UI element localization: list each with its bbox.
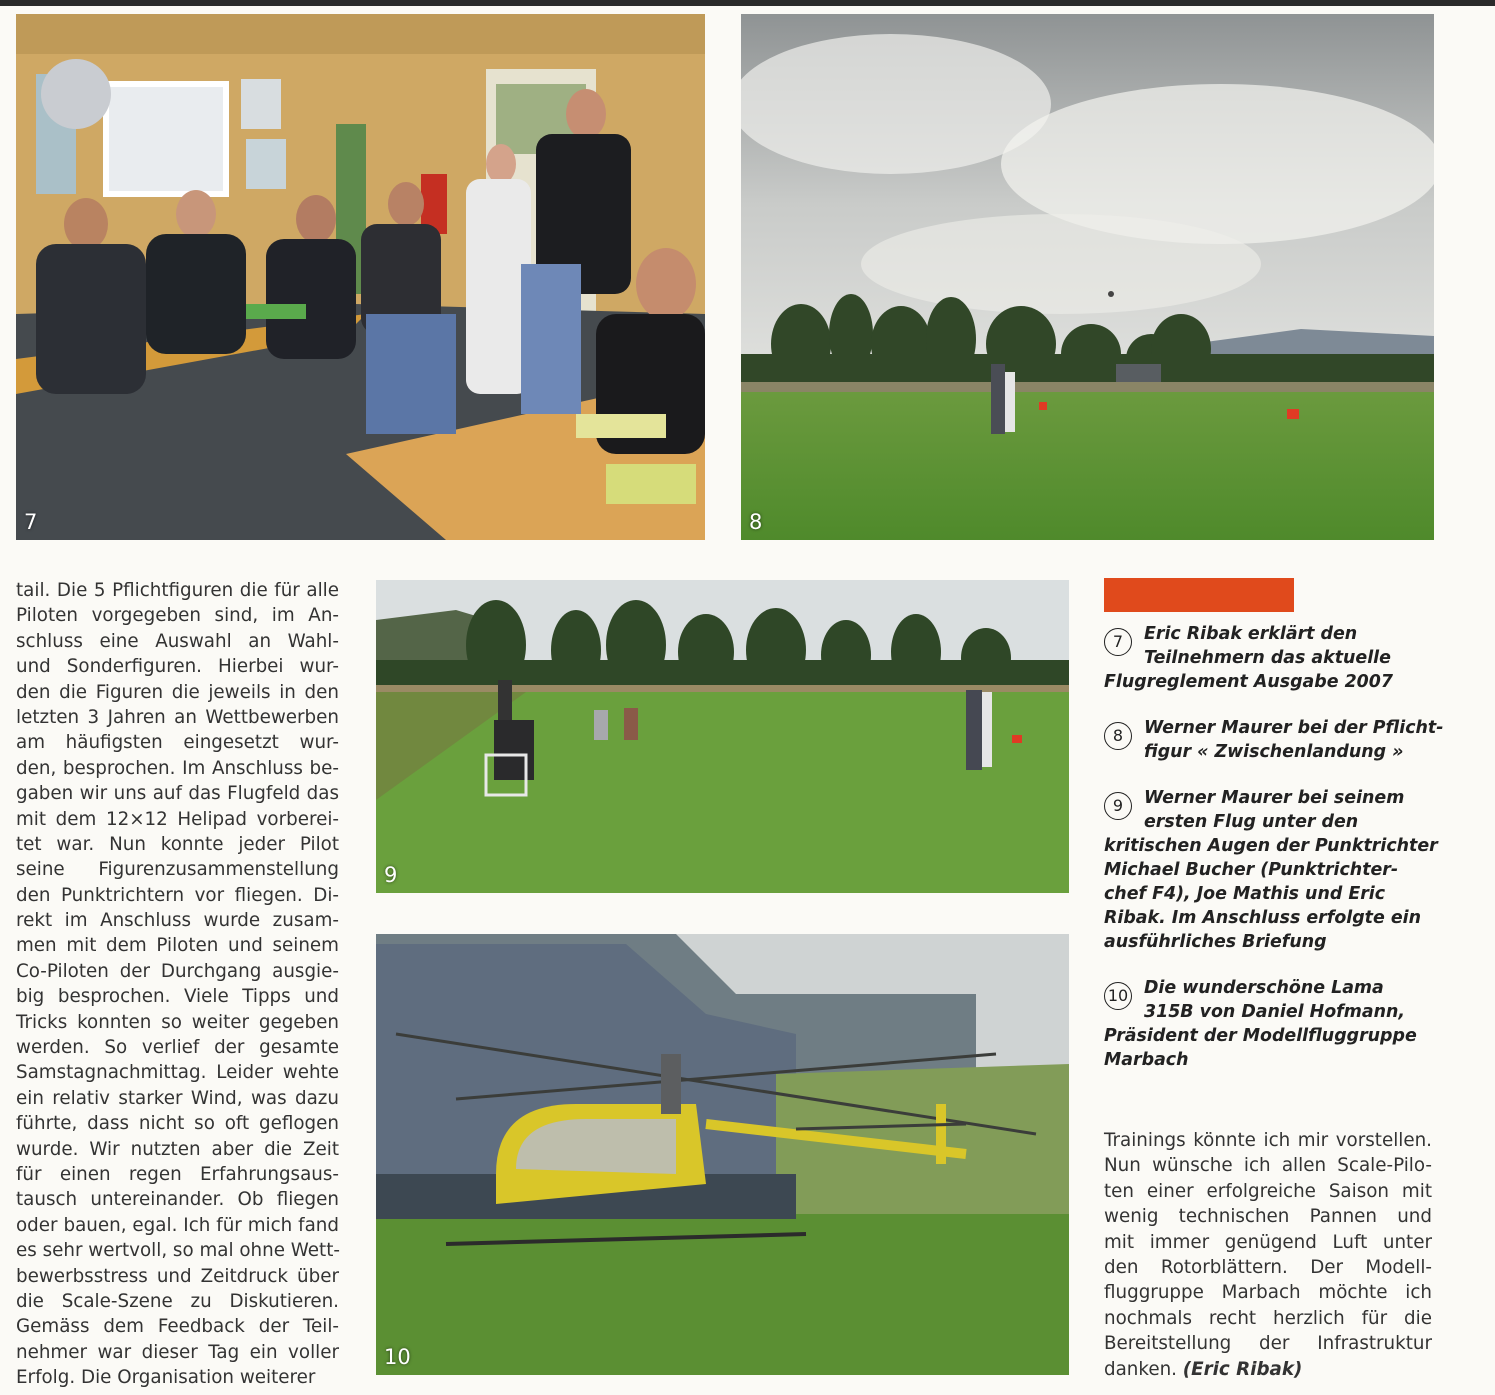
caption-9 [1104, 786, 1444, 954]
article-line: wurde. Wir nutzten aber die Zeit [16, 1138, 339, 1160]
photo-8-number: 8 [749, 510, 763, 534]
caption-8 [1104, 716, 1444, 764]
article-line: es sehr wertvoll, so mal ohne Wett- [16, 1240, 340, 1262]
article-line: wenig technischen Pannen und [1104, 1206, 1432, 1228]
article-line: den die Figuren die jeweils in den [16, 681, 339, 703]
article-line: men mit dem Piloten und seinem [16, 935, 339, 957]
photo-9-number: 9 [384, 863, 398, 887]
article-line: schluss eine Auswahl an Wahl- [16, 630, 339, 652]
accent-bar [1104, 578, 1294, 612]
article-line: bewerbsstress und Zeitdruck über [16, 1265, 339, 1287]
article-line: Tricks konnten so weiter gegeben [16, 1011, 339, 1033]
photo-7-number: 7 [24, 510, 38, 534]
article-line: ten einer erfolgreiche Saison mit [1104, 1180, 1432, 1202]
caption-line: Eric Ribak erklärt den [1144, 624, 1358, 644]
caption-line: Werner Maurer bei seinem [1144, 788, 1405, 808]
caption-line: ersten Flug unter den [1144, 812, 1359, 832]
article-line: Co-Piloten der Durchgang ausgie- [16, 960, 339, 982]
photo-7-briefing-room [16, 14, 705, 540]
article-line: mit immer genügend Luft unter [1104, 1231, 1432, 1253]
article-line: rekt im Anschluss wurde zusam- [16, 910, 339, 932]
article-line: die Scale-Szene zu Diskutieren. [16, 1290, 339, 1312]
caption-line: Präsident der Modellfluggruppe [1104, 1026, 1417, 1046]
article-line: mit dem 12×12 Helipad vorberei- [16, 808, 339, 830]
article-line: Erfolg. Die Organisation weiterer [16, 1367, 316, 1389]
article-line: tet war. Nun konnte jeder Pilot [16, 833, 339, 855]
article-line: tail. Die 5 Pflichtfiguren die für alle [16, 580, 339, 601]
top-rule [0, 0, 1495, 6]
caption-line: Teilnehmern das aktuelle [1144, 648, 1391, 668]
article-line: Bereitstellung der Infrastruktur [1104, 1333, 1432, 1355]
article-line: nochmals recht herzlich für die [1104, 1307, 1432, 1329]
article-line: Samstagnachmittag. Leider wehte [16, 1062, 339, 1084]
article-line: letzten 3 Jahren an Wettbewerben [16, 706, 339, 728]
article-last-line [1104, 1357, 1432, 1382]
photo-captions [1104, 622, 1444, 1094]
photo-9-judges [376, 580, 1069, 893]
article-line: fluggruppe Marbach möchte ich [1104, 1282, 1432, 1304]
article-line: tausch untereinander. Ob fliegen [16, 1189, 339, 1211]
caption-number-10: 10 [1104, 982, 1132, 1010]
caption-line: ausführliches Briefung [1104, 932, 1327, 952]
article-line: den Rotorblättern. Der Modell- [1104, 1256, 1432, 1278]
caption-number-7: 7 [1104, 628, 1132, 656]
caption-line: Ribak. Im Anschluss erfolgte ein [1104, 908, 1421, 928]
article-line: oder bauen, egal. Ich für mich fand [16, 1214, 339, 1236]
article-line: den Punktrichtern vor fliegen. Di- [16, 884, 339, 906]
article-line: Nun wünsche ich allen Scale-Pilo- [1104, 1155, 1432, 1177]
photo-10-lama-helicopter [376, 934, 1069, 1375]
caption-line: Flugreglement Ausgabe 2007 [1104, 672, 1393, 692]
article-line: den, besprochen. Im Anschluss be- [16, 757, 339, 779]
caption-7 [1104, 622, 1444, 694]
article-line: nehmer war dieser Tag ein voller [16, 1341, 339, 1363]
caption-number-8: 8 [1104, 722, 1132, 750]
caption-line: chef F4), Joe Mathis und Eric [1104, 884, 1386, 904]
article-line: ein relativ starker Wind, was dazu [16, 1087, 339, 1109]
caption-line: Die wunderschöne Lama [1144, 978, 1384, 998]
article-left-column [16, 578, 339, 1391]
photo-10-number: 10 [384, 1345, 411, 1369]
caption-line: figur « Zwischenlandung » [1144, 742, 1404, 762]
article-line: führte, dass nicht so oft geflogen [16, 1113, 339, 1135]
article-line: für einen regen Erfahrungsaus- [16, 1163, 339, 1185]
article-line: gaben wir uns auf das Flugfeld das [16, 783, 339, 805]
article-line: Gemäss dem Feedback der Teil- [16, 1316, 339, 1338]
article-line: am häufigsten eingesetzt wur- [16, 732, 339, 754]
article-line: und Sonderfiguren. Hierbei wur- [16, 656, 339, 678]
caption-line: Michael Bucher (Punktrichter- [1104, 860, 1399, 880]
caption-line: Marbach [1104, 1050, 1189, 1070]
caption-10 [1104, 976, 1444, 1072]
article-right-column [1104, 1128, 1432, 1382]
caption-number-9: 9 [1104, 792, 1132, 820]
photo-8-flying-field [741, 14, 1434, 540]
article-line: Piloten vorgegeben sind, im An- [16, 605, 339, 627]
caption-line: 315B von Daniel Hofmann, [1144, 1002, 1405, 1022]
author-signature: (Eric Ribak) [1182, 1358, 1303, 1380]
article-line: big besprochen. Viele Tipps und [16, 986, 339, 1008]
article-line: werden. So verlief der gesamte [16, 1037, 339, 1059]
caption-line: kritischen Augen der Punktrichter [1104, 836, 1438, 856]
article-closing-word: danken. [1104, 1358, 1177, 1380]
article-line: Trainings könnte ich mir vorstellen. [1104, 1130, 1432, 1151]
article-line: seine Figurenzusammenstellung [16, 859, 339, 881]
caption-line: Werner Maurer bei der Pflicht- [1144, 718, 1444, 738]
